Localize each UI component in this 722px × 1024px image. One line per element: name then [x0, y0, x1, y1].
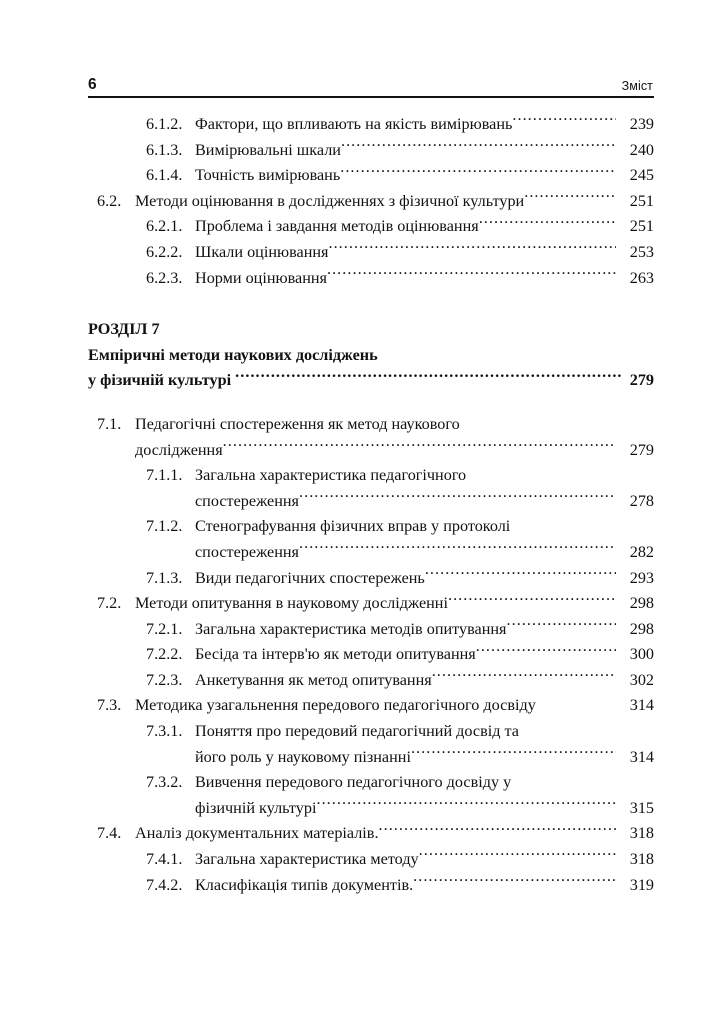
toc-entry-line	[146, 719, 654, 745]
toc-entry-continuation-line	[146, 796, 654, 822]
dot-leader	[419, 848, 616, 864]
toc-entry[interactable]	[88, 770, 654, 821]
toc-page-number[interactable]: 245	[629, 166, 654, 185]
toc-page-number[interactable]: 293	[629, 568, 654, 587]
toc-entry-title: Шкали оцінювання	[195, 242, 329, 261]
toc-page-number[interactable]: 278	[629, 491, 654, 510]
toc-entry-title: Вивчення передового педагогічного досвіду у	[195, 773, 512, 792]
dot-leader	[235, 369, 623, 385]
toc-entry-title: Класифікація типів документів.	[195, 875, 414, 894]
toc-entry-title: Аналіз документальних матеріалів.	[135, 824, 379, 843]
toc-entry-title: Методи оцінювання в дослідженнях з фізичної культури	[135, 191, 525, 210]
toc-entry-number: 7.2.2.	[146, 645, 183, 664]
toc-entry-number: 7.4.2.	[146, 875, 183, 894]
toc-entry-line	[97, 189, 654, 215]
toc-entry-title: Норми оцінювання	[195, 268, 327, 287]
toc-entry-number: 7.3.	[97, 696, 122, 715]
dot-leader	[413, 873, 616, 889]
toc-entry-line	[146, 566, 654, 592]
toc-entry[interactable]	[88, 266, 654, 292]
toc-group-chapter-6	[88, 112, 654, 291]
toc-entry-title: Точність вимірювань	[195, 166, 341, 185]
toc-page-number[interactable]: 319	[629, 875, 654, 894]
toc-entry-number: 7.4.	[97, 824, 122, 843]
dot-leader	[340, 164, 616, 180]
dot-leader	[448, 592, 616, 608]
toc-entry-line	[146, 463, 654, 489]
toc-entry-title: спостереження	[195, 542, 299, 561]
dot-leader	[327, 266, 616, 282]
toc-entry-number: 7.1.1.	[146, 466, 183, 485]
dot-leader	[507, 618, 617, 634]
dot-leader	[512, 113, 616, 129]
toc-entry[interactable]	[88, 693, 654, 719]
toc-group-chapter-7	[88, 412, 654, 898]
toc-page-number[interactable]: 279	[629, 440, 654, 459]
toc-entry-number: 7.1.	[97, 414, 122, 433]
part-title-line-1: Емпіричні методи наукових досліджень	[88, 345, 378, 364]
dot-leader	[476, 643, 616, 659]
toc-entry[interactable]	[88, 463, 654, 514]
dot-leader	[524, 190, 616, 206]
part-label: РОЗДІЛ 7	[88, 320, 160, 339]
dot-leader	[328, 241, 616, 257]
part-title-line-2-row	[88, 368, 654, 394]
toc-entry-continuation-line	[146, 540, 654, 566]
toc-entry-number: 7.2.3.	[146, 670, 183, 689]
dot-leader	[223, 438, 616, 454]
toc-page-number[interactable]: 253	[629, 242, 654, 261]
toc-entry-number: 7.3.1.	[146, 722, 183, 741]
toc-entry-title: Анкетування як метод опитування	[195, 670, 432, 689]
toc-entry-line	[146, 770, 654, 796]
dot-leader	[379, 822, 617, 838]
page-folio-number: 6	[88, 75, 97, 93]
toc-page-number[interactable]: 315	[629, 798, 654, 817]
toc-page-number[interactable]: 282	[629, 542, 654, 561]
dot-leader	[479, 215, 616, 231]
part-heading-block[interactable]	[88, 317, 654, 394]
toc-entry[interactable]	[88, 112, 654, 138]
dot-leader	[341, 138, 616, 154]
toc-entry-line	[146, 112, 654, 138]
toc-entry-title: Проблема і завдання методів оцінювання	[195, 217, 479, 236]
toc-entry-line	[146, 266, 654, 292]
toc-entry-title: спостереження	[195, 491, 299, 510]
toc-entry-title: дослідження	[135, 440, 223, 459]
toc-entry-number: 7.2.1.	[146, 619, 183, 638]
toc-entry-line	[146, 514, 654, 540]
dot-leader	[299, 490, 616, 506]
running-header-title: Зміст	[621, 78, 653, 93]
dot-leader	[299, 541, 616, 557]
toc-entry-number: 6.2.3.	[146, 268, 183, 287]
toc-entry-number: 6.1.4.	[146, 166, 183, 185]
toc-entry-number: 6.1.2.	[146, 115, 183, 133]
toc-entry-number: 6.2.1.	[146, 217, 183, 236]
toc-entry[interactable]	[88, 412, 654, 463]
toc-entry-title: Фактори, що впливають на якість вимірювань	[195, 115, 513, 133]
toc-entry-line	[97, 693, 654, 719]
toc-entry-title: Загальна характеристика методу	[195, 850, 419, 869]
toc-entry[interactable]	[88, 163, 654, 189]
toc-entry-title: Загальна характеристика педагогічного	[195, 466, 467, 485]
toc-entry-number: 7.3.2.	[146, 773, 183, 792]
dot-leader	[411, 745, 616, 761]
toc-entry-title: Поняття про передовий педагогічний досвід та	[195, 722, 519, 741]
toc-entry-line	[146, 847, 654, 873]
toc-entry-continuation-line	[97, 438, 654, 464]
toc-entry[interactable]	[88, 514, 654, 565]
toc-page-number[interactable]: 298	[629, 619, 654, 638]
toc-page-number[interactable]: 318	[629, 824, 654, 843]
toc-entry-number: 7.2.	[97, 594, 122, 613]
toc-entry[interactable]	[88, 873, 654, 899]
toc-entry[interactable]	[88, 617, 654, 643]
toc-entry[interactable]	[88, 821, 654, 847]
toc-entry[interactable]	[88, 214, 654, 240]
toc-entry-title: Вимірювальні шкали	[195, 140, 341, 159]
toc-entry[interactable]	[88, 138, 654, 164]
toc-page-number[interactable]: 251	[629, 217, 654, 236]
table-of-contents	[88, 112, 654, 898]
toc-page-number[interactable]: 302	[629, 670, 654, 689]
toc-entry-title: Види педагогічних спостережень	[195, 568, 425, 587]
toc-page-number[interactable]: 318	[629, 850, 654, 869]
toc-page-number[interactable]: 239	[629, 115, 654, 133]
dot-leader	[316, 797, 616, 813]
toc-entry-line	[97, 821, 654, 847]
running-header	[88, 64, 653, 92]
toc-entry-title: Методи опитування в науковому дослідженні	[135, 594, 448, 613]
toc-entry-line	[146, 668, 654, 694]
toc-entry-number: 7.1.2.	[146, 517, 183, 536]
toc-entry[interactable]	[88, 240, 654, 266]
toc-entry-title: Стенографування фізичних вправ у протоколі	[195, 517, 511, 536]
toc-entry-title: його роль у науковому пізнанні	[195, 747, 411, 766]
toc-entry-title: Бесіда та інтерв'ю як методи опитування	[195, 645, 476, 664]
toc-entry-number: 6.2.2.	[146, 242, 183, 261]
toc-entry[interactable]	[88, 591, 654, 617]
toc-entry-title: Загальна характеристика методів опитування	[195, 619, 507, 638]
toc-entry-number: 6.2.	[97, 191, 122, 210]
toc-entry-number: 6.1.3.	[146, 140, 183, 159]
toc-page-number[interactable]: 263	[629, 268, 654, 287]
toc-page-number[interactable]: 298	[629, 594, 654, 613]
toc-entry-number: 7.4.1.	[146, 850, 183, 869]
toc-page-number[interactable]: 240	[629, 140, 654, 159]
toc-entry-line	[97, 412, 654, 438]
toc-entry-line	[146, 240, 654, 266]
toc-entry-line	[146, 642, 654, 668]
toc-entry[interactable]	[88, 642, 654, 668]
toc-entry-line	[97, 591, 654, 617]
toc-entry-line	[146, 617, 654, 643]
toc-entry-title: Педагогічні спостереження як метод наукового	[135, 414, 460, 433]
part-title-line-2: у фізичній культурі	[88, 371, 232, 390]
header-rule	[88, 96, 654, 98]
toc-entry-continuation-line	[146, 489, 654, 515]
dot-leader	[432, 669, 616, 685]
toc-entry-line	[146, 873, 654, 899]
toc-entry[interactable]	[88, 566, 654, 592]
toc-page-number[interactable]: 251	[629, 191, 654, 210]
toc-entry[interactable]	[88, 719, 654, 770]
toc-entry[interactable]	[88, 189, 654, 215]
dot-leader	[425, 566, 616, 582]
toc-entry-line	[146, 138, 654, 164]
toc-page-number[interactable]: 314	[629, 696, 654, 715]
toc-page-number[interactable]: 314	[629, 747, 654, 766]
toc-entry-title: Методика узагальнення передового педагогічного досвіду	[135, 696, 536, 715]
toc-page-number[interactable]: 300	[629, 645, 654, 664]
toc-entry-continuation-line	[146, 745, 654, 771]
toc-entry-title: фізичній культурі	[195, 798, 317, 817]
part-page-number[interactable]: 279	[629, 371, 654, 390]
toc-entry-line	[146, 214, 654, 240]
toc-entry-number: 7.1.3.	[146, 568, 183, 587]
toc-entry[interactable]	[88, 668, 654, 694]
toc-entry-line	[146, 163, 654, 189]
toc-entry[interactable]	[88, 847, 654, 873]
